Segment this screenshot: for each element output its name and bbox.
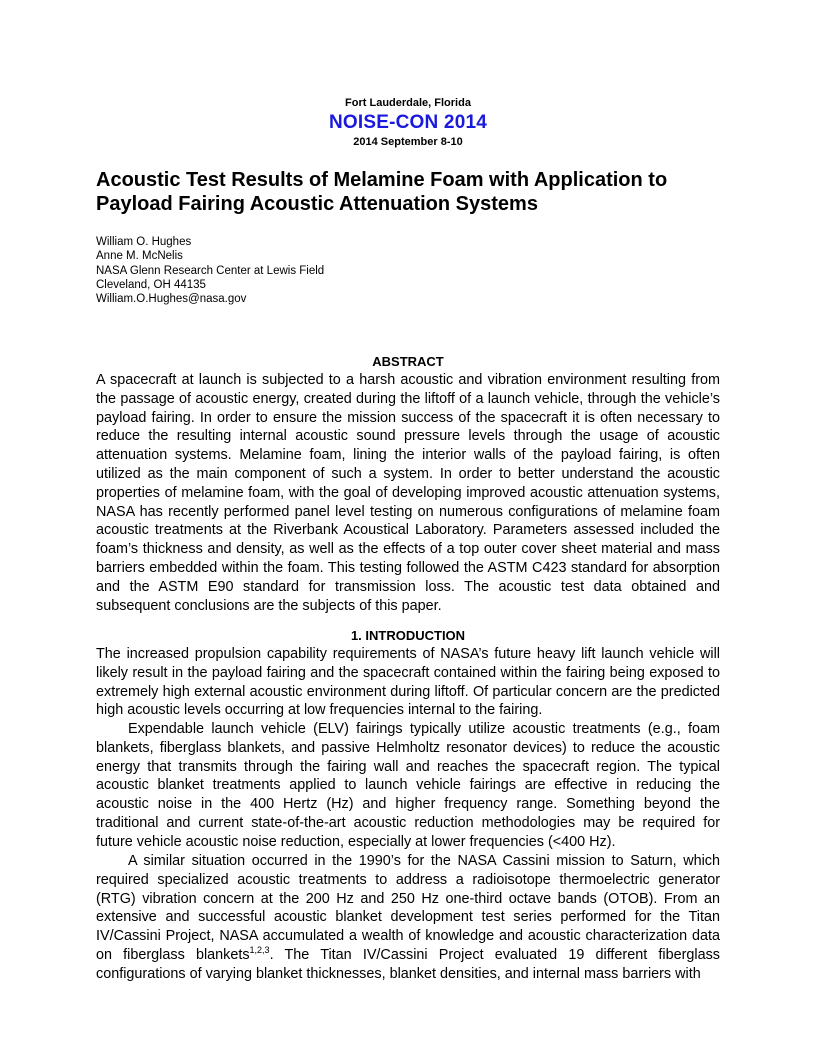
introduction-heading: 1. INTRODUCTION	[350, 628, 466, 643]
author-affiliation: NASA Glenn Research Center at Lewis Field	[96, 264, 325, 277]
conference-dates: 2014 September 8-10	[353, 136, 463, 148]
author-name: Anne M. McNelis	[96, 250, 183, 263]
reference-superscript: 1,2,3	[249, 945, 270, 956]
introduction-paragraph: The increased propulsion capability requirements of NASA’s future heavy lift launch vehicle will likely result in the payload fairing and the spacecraft contained within the fairing being exposed to extremely high external acoustic environment during liftoff. Of particular concern are the predicted high acoustic levels occurring at low frequencies internal to the fairing.	[96, 646, 720, 719]
paper-title: Acoustic Test Results of Melamine Foam with Application to Payload Fairing Acoustic Attenuation Systems	[96, 169, 668, 215]
conference-name: NOISE-CON 2014	[328, 112, 488, 133]
conference-location: Fort Lauderdale, Florida	[345, 97, 471, 109]
paragraph-text: A similar situation occurred in the 1990’s for the NASA Cassini mission to Saturn, which required specialized acoustic treatments to address a radioisotope thermoelectric generator (RTG) vibration concern at the 200 Hz and 250 Hz one-third octave bands (OTOB). From an extensive and successful acoustic blanket development test series performed for the Titan IV/Cassini Project, NASA accumulated a wealth of knowledge and acoustic characterization data on fiberglass blankets	[96, 853, 720, 963]
author-name: William O. Hughes	[96, 236, 192, 248]
author-block	[96, 235, 496, 306]
author-address: Cleveland, OH 44135	[96, 278, 206, 291]
introduction-paragraph: Expendable launch vehicle (ELV) fairings typically utilize acoustic treatments (e.g., foam blankets, fiberglass blankets, and passive Helmholtz resonator devices) to reduce the acoustic energy that transmits through the fairing wall and reaches the spacecraft region. The typical acoustic blanket treatments applied to launch vehicle fairings are effective in reducing the acoustic noise in the 400 Hertz (Hz) and higher frequency range. Something beyond the traditional and current state-of-the-art acoustic reduction methodologies may be required for future vehicle acoustic noise reduction, especially at lower frequencies (<400 Hz).	[96, 721, 720, 850]
abstract-heading: ABSTRACT	[372, 354, 444, 369]
paragraph-text: . The Titan IV/Cassini Project evaluated 19 different fiberglass configurations of varying blanket thicknesses, blanket densities, and internal mass barriers with	[96, 946, 720, 982]
introduction-paragraph	[96, 852, 720, 984]
abstract-text: A spacecraft at launch is subjected to a harsh acoustic and vibration environment resulting from the passage of acoustic energy, created during the liftoff of a launch vehicle, through the vehicle’s payload fairing. In order to ensure the mission success of the spacecraft it is often necessary to reduce the resulting internal acoustic sound pressure levels through the usage of acoustic attenuation systems. Melamine foam, lining the interior walls of the payload fairing, is often utilized as the main component of such a system. In order to better understand the acoustic properties of melamine foam, with the goal of developing improved acoustic attenuation systems, NASA has recently performed panel level testing on numerous configurations of melamine foam acoustic treatments at the Riverbank Acoustical Laboratory. Parameters assessed included the foam’s thickness and density, as well as the effects of a top outer cover sheet material and mass barriers embedded within the foam. This testing followed the ASTM C423 standard for absorption and the ASTM E90 standard for transmission loss. The acoustic test data obtained and subsequent conclusions are the subjects of this paper.	[96, 372, 720, 614]
author-email: William.O.Hughes@nasa.gov	[96, 293, 247, 306]
